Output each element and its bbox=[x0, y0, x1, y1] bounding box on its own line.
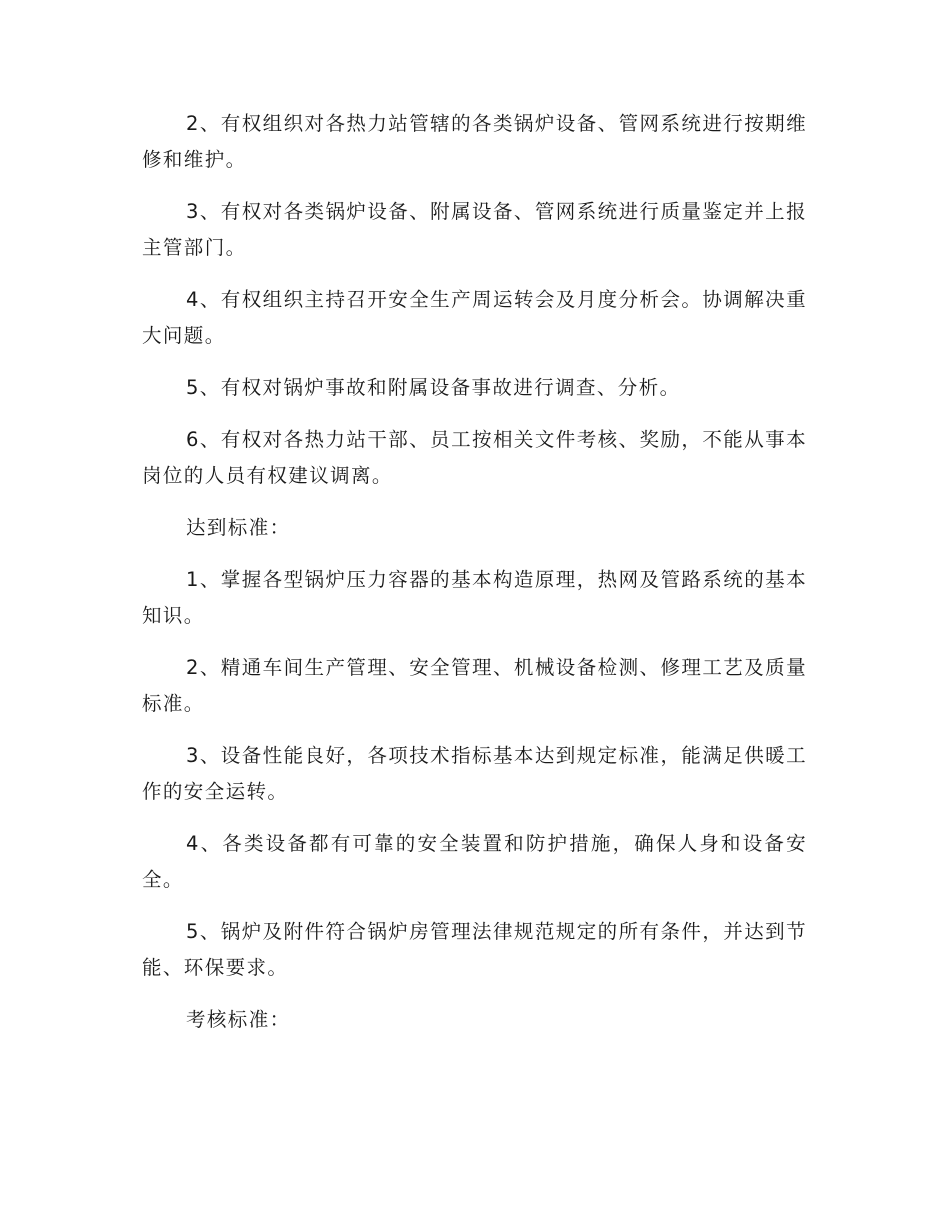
paragraph-authority-5: 5、有权对锅炉事故和附属设备事故进行调查、分析。 bbox=[186, 376, 681, 399]
document-body bbox=[142, 106, 807, 1054]
paragraph-standard-3: 3、设备性能良好，各项技术指标基本达到规定标准，能满足供暖工作的安全运转。 bbox=[142, 744, 807, 803]
paragraph-standard-2: 2、精通车间生产管理、安全管理、机械设备检测、修理工艺及质量标准。 bbox=[142, 656, 807, 715]
paragraph-standard-4: 4、各类设备都有可靠的安全装置和防护措施，确保人身和设备安全。 bbox=[142, 832, 807, 891]
paragraph-authority-6: 6、有权对各热力站干部、员工按相关文件考核、奖励，不能从事本岗位的人员有权建议调离。 bbox=[142, 428, 807, 487]
paragraph-standard-5: 5、锅炉及附件符合锅炉房管理法律规范规定的所有条件，并达到节能、环保要求。 bbox=[142, 920, 807, 979]
paragraph-authority-4: 4、有权组织主持召开安全生产周运转会及月度分析会。协调解决重大问题。 bbox=[142, 288, 807, 347]
paragraph-standard-1: 1、掌握各型锅炉压力容器的基本构造原理，热网及管路系统的基本知识。 bbox=[142, 568, 807, 627]
paragraph-authority-2: 2、有权组织对各热力站管辖的各类锅炉设备、管网系统进行按期维修和维护。 bbox=[142, 112, 807, 171]
section-heading-standards: 达到标准： bbox=[186, 516, 291, 539]
section-heading-assessment: 考核标准： bbox=[186, 1008, 291, 1031]
paragraph-authority-3: 3、有权对各类锅炉设备、附属设备、管网系统进行质量鉴定并上报主管部门。 bbox=[142, 200, 807, 259]
